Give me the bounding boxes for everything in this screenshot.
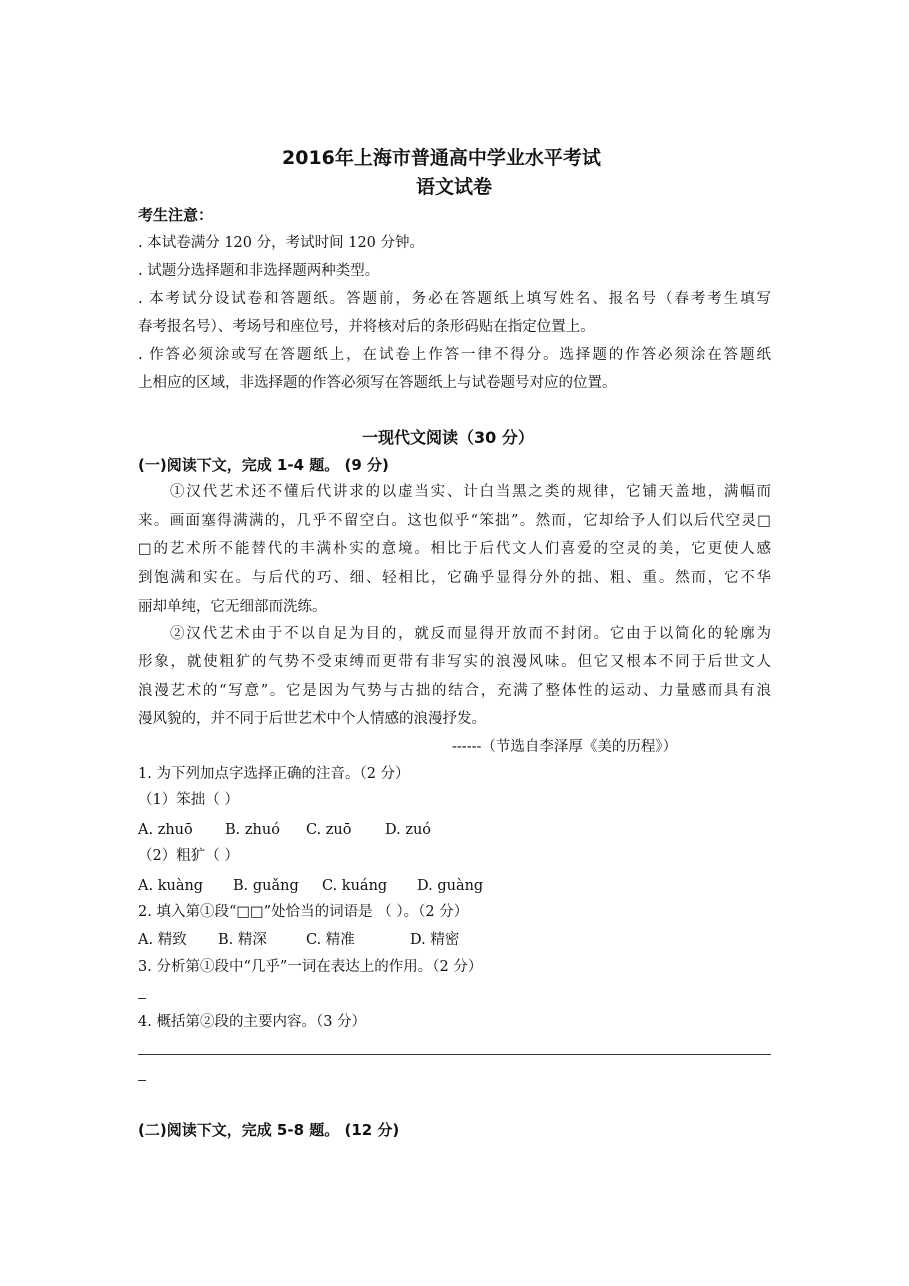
option-a: A. 精致 — [138, 932, 187, 948]
option-a: A. zhuō — [138, 822, 193, 838]
notice-line: . 作答必须涂或写在答题纸上，在试卷上作答一律不得分。选择题的作答必须涂在答题纸 — [138, 347, 771, 363]
option-b: B. zhuó — [225, 822, 280, 838]
page-subtitle: 语文试卷 — [416, 176, 493, 198]
answer-line — [138, 1054, 771, 1055]
page-title: 2016年上海市普通高中学业水平考试 — [282, 147, 601, 169]
passage-line: 丽却单纯，它无细部而洗练。 — [138, 599, 327, 615]
passage-line: □的艺术所不能替代的丰满朴实的意境。相比于后代文人们喜爱的空灵的美，它更使人感 — [138, 541, 771, 557]
notice-line: 春考报名号）、考场号和座位号，并将核对后的条形码贴在指定位置上。 — [138, 319, 595, 335]
answer-stub-line — [138, 1080, 146, 1081]
passage-line: ②汉代艺术由于不以自足为目的，就反而显得开放而不封闭。它由于以简化的轮廓为 — [170, 626, 771, 642]
question-3: 3. 分析第①段中“几乎”一词在表达上的作用。（2 分） — [138, 959, 483, 975]
option-b: B. guǎng — [233, 878, 299, 894]
option-d: D. zuó — [385, 822, 432, 838]
notice-line: 上相应的区域，非选择题的作答必须写在答题纸上与试卷题号对应的位置。 — [138, 375, 617, 391]
option-c: C. zuō — [306, 822, 352, 838]
part-heading: (一)阅读下文，完成 1-4 题。 (9 分) — [138, 456, 389, 474]
question-1-sub-1: （1）笨拙（ ） — [138, 792, 239, 808]
option-b: B. 精深 — [218, 932, 267, 948]
question-1-sub-2: （2）粗犷（ ） — [138, 848, 239, 864]
question-1: 1. 为下列加点字选择正确的注音。（2 分） — [138, 766, 410, 782]
passage-source: ------（节选自李泽厚《美的历程》） — [452, 739, 678, 755]
notice-line: . 本试卷满分 120 分，考试时间 120 分钟。 — [138, 235, 425, 251]
passage-line: 漫风貌的，并不同于后世艺术中个人情感的浪漫抒发。 — [138, 711, 486, 727]
option-c: C. kuáng — [322, 878, 388, 894]
option-c: C. 精准 — [306, 932, 355, 948]
section-title: 一现代文阅读（30 分） — [362, 428, 534, 447]
passage-line: 浪漫艺术的“写意”。它是因为气势与古拙的结合，充满了整体性的运动、力量感而具有浪 — [138, 683, 771, 699]
passage-line: ①汉代艺术还不懂后代讲求的以虚当实、计白当黑之类的规律，它铺天盖地，满幅而 — [170, 484, 771, 500]
part-heading: (二)阅读下文，完成 5-8 题。 (12 分) — [138, 1121, 400, 1139]
question-2: 2. 填入第①段“□□”处恰当的词语是 （ ）。（2 分） — [138, 904, 469, 920]
passage-line: 到饱满和实在。与后代的巧、细、轻相比，它确乎显得分外的拙、粗、重。然而，它不华 — [138, 570, 771, 586]
notice-heading: 考生注意： — [138, 206, 214, 224]
option-a: A. kuàng — [138, 878, 204, 894]
notice-line: . 试题分选择题和非选择题两种类型。 — [138, 263, 380, 279]
question-4: 4. 概括第②段的主要内容。（3 分） — [138, 1014, 367, 1030]
passage-line: 形象，就使粗犷的气势不受束缚而更带有非写实的浪漫风味。但它又根本不同于后世文人 — [138, 654, 771, 670]
option-d: D. guàng — [417, 878, 484, 894]
passage-line: 来。画面塞得满满的，几乎不留空白。这也似乎“笨拙”。然而，它却给予人们以后代空灵□ — [138, 513, 771, 529]
notice-line: . 本考试分设试卷和答题纸。答题前，务必在答题纸上填写姓名、报名号（春考考生填写 — [138, 291, 771, 307]
answer-stub-line — [138, 998, 146, 999]
option-d: D. 精密 — [410, 932, 460, 948]
